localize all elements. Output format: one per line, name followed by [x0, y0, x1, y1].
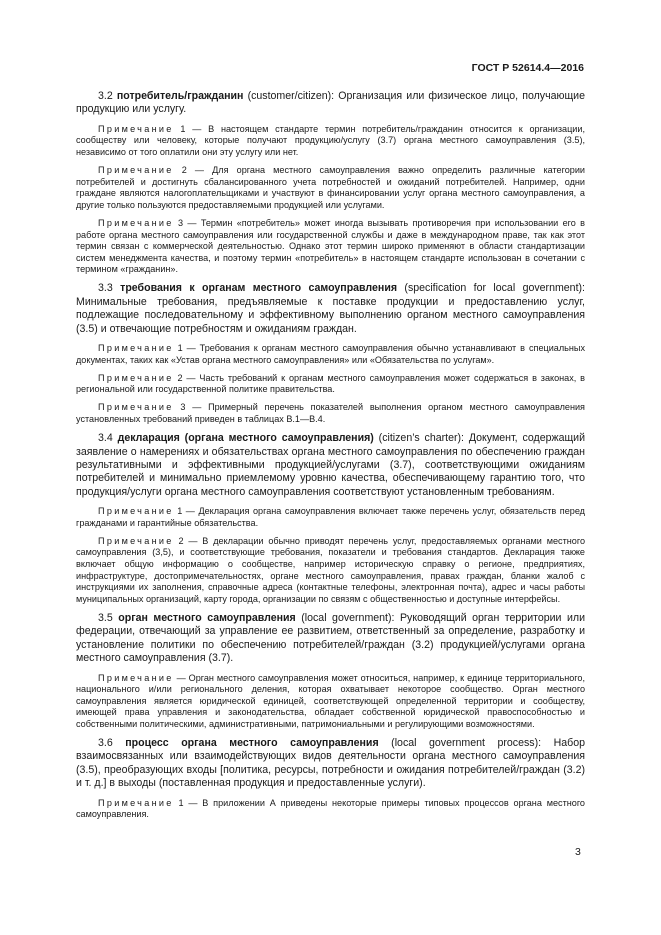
note-text: 1 — Требования к органам местного самоуправления обычно устанавливают в специальных документах, таких как «Устав органа местного самоуправления» или «Обязательства по услугам».: [76, 343, 585, 365]
note-label: Примечание: [98, 343, 174, 354]
term-number: 3.3: [98, 282, 113, 295]
note: [76, 798, 585, 821]
term-definition: (local government process): Набор взаимосвязанных или взаимодействующих видов деятельности органа местного самоуправления (3.5), преобразующих входы [политика, ресурсы, потребности и ожидания потребителей/граждан (3.2) и т. д.] в выходы (поставленная продукция и предоставленные услуги).: [76, 737, 585, 790]
note-text: 2 — Для органа местного самоуправления важно определить различные категории потребителей и достигнуть сбалансированного учета потребностей и ожиданий потребителей. Например, одни граждане являются налогоплательщиками и участвуют в финансировании услуг органа местного самоуправления, а другие только пользуются предоставляемыми продукцией или услугами.: [76, 165, 585, 210]
document-number-header: ГОСТ Р 52614.4—2016: [471, 62, 584, 74]
note-label: Примечание: [98, 217, 174, 228]
note-label: Примечание: [98, 535, 174, 546]
term-number: 3.4: [98, 432, 113, 445]
note-label: Примечание: [98, 672, 174, 683]
term-number: 3.5: [98, 611, 113, 624]
note-label: Примечание: [98, 797, 174, 808]
term-title: декларация (органа местного самоуправления): [117, 432, 374, 445]
note: [76, 402, 585, 425]
term-definition: (local government): Руководящий орган территории или федерации, отвечающий за управление ее развитием, ответственный за определение, разработку и установление политики по обеспечению потребителей/граждан (3.2) продукцией/услугами органа местного самоуправления (3.7).: [76, 611, 585, 665]
note-label: Примечание: [98, 506, 174, 517]
note: [76, 218, 585, 276]
note-text: 1 — В приложении А приведены некоторые примеры типовых процессов органа местного самоуправления.: [76, 797, 585, 820]
term-3-4: [76, 432, 585, 499]
term-3-5: [76, 612, 585, 666]
term-definition: (citizen’s charter): Документ, содержащий заявление о намерениях и обязательствах органа местного самоуправления по обеспечению граждан результативными и эффективными продукцией/услугами (3.7), соответствующими ожиданиям потребителей и минимально приемлемому уровню качества, обеспечивающему гарантию того, что продукция/услуги органа местного самоуправления соответствуют установленным требованиям.: [76, 432, 586, 498]
note-text: 1 — В настоящем стандарте термин потребитель/гражданин относится к организации, сообществу или человеку, которые получают продукцию/услугу (3.7) органа местного самоуправления (3.5), независимо от того оплатили они эту услугу или нет.: [76, 123, 585, 157]
note: [76, 673, 585, 731]
term-title: процесс органа местного самоуправления: [125, 737, 379, 749]
note-text: 1 — Декларация органа самоуправления включает также перечень услуг, обязательств перед гражданами и гарантийные обязательства.: [76, 506, 585, 528]
note-label: Примечание: [98, 402, 174, 413]
note-text: — Орган местного самоуправления может относиться, например, к единице территориального, национального и/или регионального деления, которая охватывает некоторое сообщество. Орган местного самоуправления является юридической единицей, соответствующей определенной территории и сообществу, имеющей права управления и законодательства, обладает собственной юридической правоспособностью и собственными политическими, административными, патримониальными и регулирующими возможностями.: [76, 672, 585, 729]
note-label: Примечание: [98, 372, 174, 383]
term-definition: (specification for local government): Минимальные требования, предъявляемые к поставке продукции и предоставлению услуг, подлежащие последовательному и эффективному выполнению органом местного самоуправления (3.5) и отвечающие потребностям и ожиданиям граждан.: [76, 282, 585, 335]
term-definition: (customer/citizen): Организация или физическое лицо, получающие продукцию или услугу.: [76, 90, 585, 116]
note-text: 3 — Термин «потребитель» может иногда вызывать противоречия при использовании его в работе органа местного самоуправления или государственной службы и даже в международном праве, так как этот термин связан с коммерческой деятельностью. Однако этот термин широко применяют в области стандартизации систем менеджмента качества, и поэтому термин «потребитель» в настоящем стандарте использован в сочетании с термином «гражданин».: [76, 217, 585, 275]
term-number: 3.6: [98, 737, 113, 749]
note-label: Примечание: [98, 123, 174, 134]
term-number: 3.2: [98, 90, 113, 102]
note-text: 2 — Часть требований к органам местного самоуправления может содержаться в законах, в региональной или государственной политике правительства.: [76, 372, 585, 395]
note: [76, 124, 585, 159]
page-number: 3: [575, 846, 581, 858]
note-label: Примечание: [98, 165, 174, 176]
note: [76, 506, 585, 529]
document-body: [76, 90, 585, 827]
term-title: потребитель/гражданин: [116, 90, 244, 102]
note: [76, 536, 585, 606]
term-title: требования к органам местного самоуправления: [120, 282, 398, 295]
term-3-6: [76, 737, 585, 791]
note: [76, 373, 585, 396]
note-text: 3 — Примерный перечень показателей выполнения органом местного самоуправления установленных требований приведен в таблицах В.1—В.4.: [76, 402, 585, 425]
term-3-2: [76, 90, 585, 117]
note: [76, 343, 585, 366]
note: [76, 165, 585, 211]
term-title: орган местного самоуправления: [118, 611, 296, 624]
note-text: 2 — В декларации обычно приводят перечень услуг, предоставляемых органами местного самоуправления (3,5), и соответствующие требования, показатели и требования стандартов. Декларация также включает общую информацию о сообществе, например историческую справку о регионе, предприятиях, инфраструктуре, достопримечательностях, органе местного самоуправления, правах граждан, бланки жалоб с инструкциями их заполнения, справочные адреса (контактные телефоны, электронная почта), адрес и часы работы муниципальных организаций, карту города, организации по связям с общественностью и доступные интерфейсы.: [76, 535, 585, 604]
term-3-3: [76, 282, 585, 336]
